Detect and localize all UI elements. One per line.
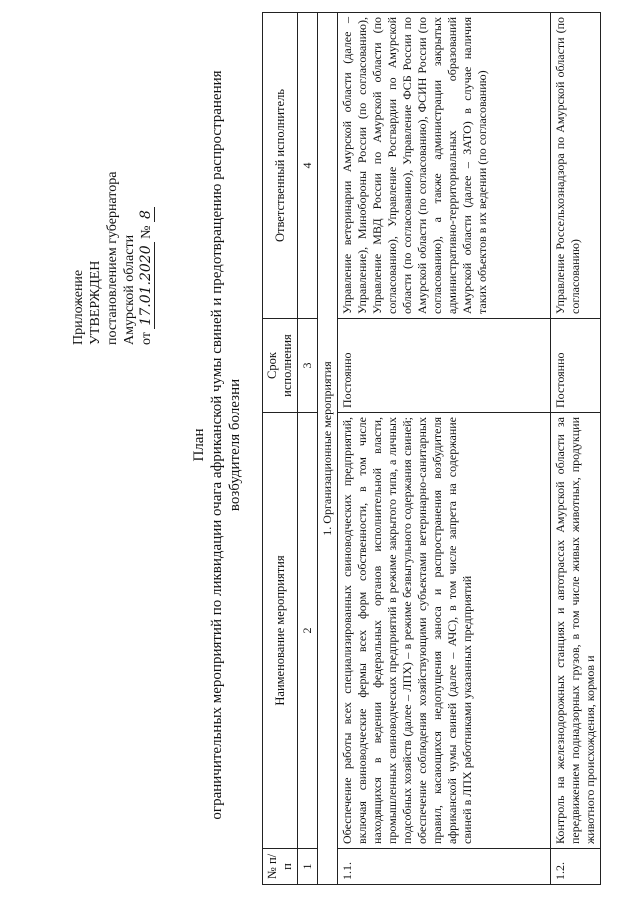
number-label: № [139, 225, 154, 239]
title-line-1: План [191, 428, 207, 462]
title-line-3: возбудителя болезни [227, 378, 243, 512]
header-executor: Ответственный исполнитель [263, 13, 298, 319]
approval-number: 8 [138, 207, 155, 222]
row-number: 1.1. [338, 849, 551, 885]
plan-title [190, 5, 244, 885]
approval-date: 17.01.2020 [138, 242, 155, 328]
region-label: Амурской области [122, 234, 137, 345]
decree-label: постановлением губернатора [105, 171, 120, 345]
section-row [318, 13, 338, 885]
header-num: № п/п [263, 849, 298, 885]
measure-term: Постоянно [551, 319, 601, 413]
measure-name: Обеспечение работы всех специализированных свиноводческих предприятий, включая свиноводческие фермы всех форм собственности, в том числе находящихся в ведении федеральных органов исполнительной власти, промышленных свиноводческих предприятий в режиме закрытого типа, а личных подсобных хозяйств (далее – ЛПХ) – в режиме безвыгульного содержания свиней; обеспечение соблюдения хозяйствующими субъектами ветеринарно-санитарных правил, касающихся недопущения заноса и распространения возбудителя африканской чумы свиней (далее – АЧС), в том числе запрета на содержание свиней в ЛПХ работниками указанных предприятий [338, 413, 551, 849]
approval-stamp [70, 45, 155, 345]
header-name: Наименование мероприятия [263, 413, 298, 849]
measure-executor: Управление Россельхознадзора по Амурской области (по согласованию) [551, 13, 601, 319]
header-term: Срок исполнения [263, 319, 298, 413]
table-row [551, 13, 601, 885]
measure-term: Постоянно [338, 319, 551, 413]
approval-date-line [138, 45, 155, 345]
title-line-2: ограничительных мероприятий по ликвидации очага африканской чумы свиней и предотвращению распространения [209, 70, 225, 820]
column-number-row [298, 13, 318, 885]
header-row [263, 13, 298, 885]
column-number: 2 [298, 413, 318, 849]
date-prefix: от [139, 332, 154, 345]
column-number: 3 [298, 319, 318, 413]
table-row [338, 13, 551, 885]
column-number: 1 [298, 849, 318, 885]
approved-label: УТВЕРЖДЕН [88, 260, 103, 345]
column-number: 4 [298, 13, 318, 319]
measures-table [262, 12, 601, 885]
measure-name: Контроль на железнодорожных станциях и автотрассах Амурской области за передвижением поднадзорных грузов, в том числе живых животных, продукции животного происхождения, кормов и [551, 413, 601, 849]
section-title: 1. Организационные мероприятия [318, 13, 338, 885]
measure-executor: Управление ветеринарии Амурской области (далее – Управление), Минобороны России (по согласованию), Управление МВД России по Амурской области (по согласованию), Управление Росгвардии по Амурской области (по согласованию), Управление ФСБ России по Амурской области (по согласованию), ФСИН России (по согласованию), а также администрации закрытых административно-территориальных образований Амурской области (далее – ЗАТО) в случае наличия таких объектов в их ведении (по согласованию) [338, 13, 551, 319]
appendix-label: Приложение [71, 269, 86, 345]
row-number: 1.2. [551, 849, 601, 885]
